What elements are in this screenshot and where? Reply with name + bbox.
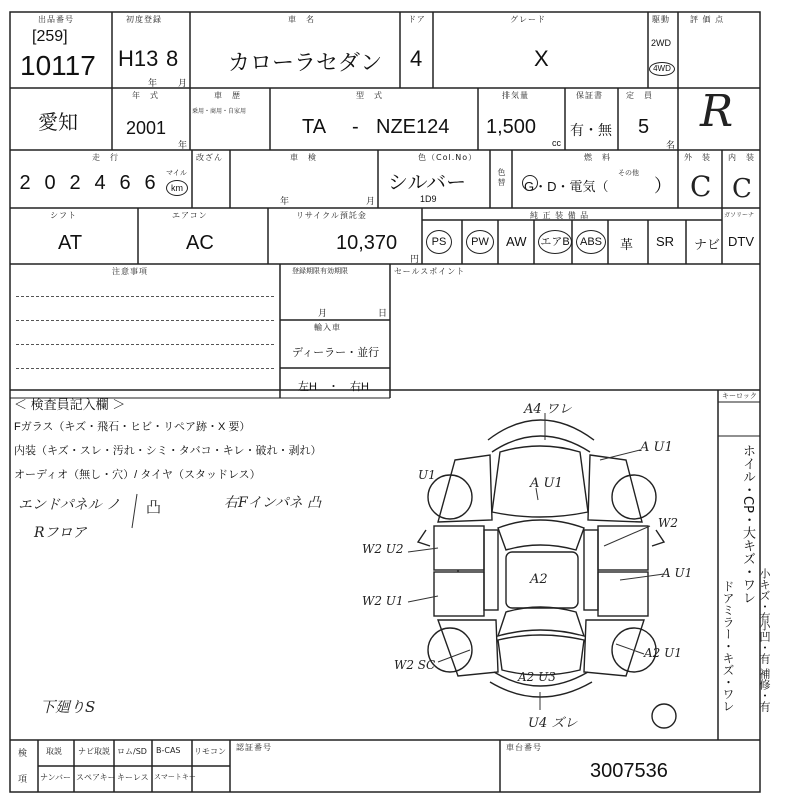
model-name-label: 車 名 <box>288 15 315 24</box>
footer-item-label: 項 <box>18 775 29 785</box>
shift: AT <box>58 232 83 254</box>
region: 愛知 <box>38 112 78 134</box>
inspection-label: 車 検 <box>290 153 317 162</box>
mileage-unit-circled: km <box>166 180 188 196</box>
right-col-2: ドアミラー・キズ・ワレ <box>721 580 735 712</box>
mark-front-right: A U1 <box>640 440 673 455</box>
type-code: NZE124 <box>376 116 450 138</box>
model-year: 2001 <box>126 118 167 138</box>
aircon: AC <box>186 232 214 254</box>
fuel-close: ） <box>654 176 672 196</box>
caution-label: 注意事項 <box>112 267 148 276</box>
mileage-digits <box>14 172 161 195</box>
aircon-label: エアコン <box>172 211 208 220</box>
fuel-other: その他 <box>618 169 639 177</box>
color: シルバー <box>388 172 467 194</box>
first-reg-year-unit: 年 <box>148 78 158 88</box>
equip-airbag: エアB <box>538 230 572 254</box>
mark-right-front-door: W2 <box>658 516 678 530</box>
footer-remocon: リモコン <box>194 747 226 756</box>
interior-label: 内 装 <box>728 153 755 162</box>
drive-2wd: 2WD <box>651 38 671 48</box>
model-year-label: 年 式 <box>132 91 159 100</box>
displacement: 1,500 <box>486 116 537 138</box>
hand-note-4: 下廻りS <box>40 698 96 716</box>
hand-note-3: Rフロア <box>34 525 87 541</box>
inspection-month-unit: 月 <box>366 196 376 206</box>
right-col-5: 補修・有 <box>758 668 771 712</box>
mileage-digit: 2 <box>69 172 81 194</box>
color-change-label: 色替 <box>497 168 506 188</box>
equip-aw: AW <box>506 234 527 249</box>
hand-note-1b: 凸 <box>146 498 162 516</box>
equip-leather: 革 <box>620 237 634 252</box>
mileage-digit: 6 <box>144 172 156 194</box>
drive-4wd-circled: 4WD <box>649 62 675 76</box>
history-label: 車 歴 <box>214 91 241 100</box>
first-reg-month-unit: 月 <box>178 78 188 88</box>
type-label: 型 式 <box>356 91 383 100</box>
equip-sr: SR <box>656 234 675 249</box>
inspector-line2: 内装（キズ・スレ・汚れ・シミ・タバコ・キレ・破れ・剥れ） <box>14 445 322 457</box>
fuel-options: G・D・電気（ <box>524 179 609 194</box>
interior: C <box>732 174 752 204</box>
inspection-year-unit: 年 <box>280 196 290 206</box>
right-col-3: 小キズ・有 <box>758 568 771 623</box>
lot-label: 出品番号 <box>38 15 74 24</box>
right-col-1: ホイル・CP・大キズ・ワレ <box>740 444 755 604</box>
inspector-line1: Fガラス（キズ・飛石・ヒビ・リペア跡・X 要） <box>14 421 251 433</box>
drive-label: 駆動 <box>652 15 670 24</box>
footer-rom: ロム/SD <box>117 747 147 756</box>
equip-dtv: DTV <box>728 234 754 249</box>
mark-hood: A U1 <box>530 476 563 491</box>
inspector-title: ＜ 検査員記入欄 ＞ <box>14 397 126 412</box>
footer-spare: スペアキー <box>76 773 116 782</box>
first-reg-month: 8 <box>166 46 179 71</box>
footer-chassis-label: 車台番号 <box>506 743 542 752</box>
exterior: C <box>690 170 712 203</box>
footer-inspect-label: 検 <box>18 749 29 759</box>
note-line <box>16 344 274 345</box>
mark-front-left: U1 <box>418 468 436 482</box>
import-label: 輸入車 <box>314 323 341 332</box>
mileage-digit: 2 <box>19 172 31 194</box>
mark-right-rear: A2 U1 <box>644 646 682 660</box>
mileage-unit-top: マイル <box>166 169 187 177</box>
mileage-digit: 4 <box>94 172 106 194</box>
model-name: カローラセダン <box>228 50 383 75</box>
capacity: 5 <box>638 116 650 138</box>
footer-navi: ナビ取説 <box>78 747 110 756</box>
footer-smartkey: スマートキー <box>154 773 196 781</box>
lot-number: 10117 <box>20 50 96 81</box>
mark-right-rear-door: A U1 <box>662 566 693 580</box>
color-label: 色（Col.No） <box>418 153 478 162</box>
fuel-label: 燃 料 <box>584 153 611 162</box>
sales-point-label: セールスポイント <box>394 267 466 276</box>
mark-roof: A2 <box>530 572 548 587</box>
reg-deadline-label: 登録期限有効期限 <box>292 267 348 275</box>
gakou-label: ガソリーナ <box>724 212 755 219</box>
footer-manual: 取説 <box>46 747 62 756</box>
shift-label: シフト <box>50 211 77 220</box>
recycle-label: リサイクル預託金 <box>296 211 367 220</box>
fuel-g-circle <box>522 175 538 191</box>
history-sub: 乗用・商用・自家用 <box>192 108 247 115</box>
equip-pw: PW <box>466 230 494 254</box>
equip-navi: ナビ <box>694 237 721 252</box>
mark-left-rear: W2 SC <box>394 658 436 672</box>
type-dash: - <box>352 116 359 138</box>
equipment-label: 純 正 装 備 品 <box>530 211 590 220</box>
hand-note-2: 右Fインパネ 凸 <box>224 495 322 511</box>
reg-month-unit: 月 <box>318 308 328 318</box>
note-line <box>16 320 274 321</box>
right-col-4: 小凹・有 <box>758 620 771 664</box>
score-label: 評 価 点 <box>690 15 725 24</box>
warranty: 有・無 <box>570 122 612 138</box>
grade: X <box>534 46 549 71</box>
cc-unit: cc <box>552 138 561 148</box>
first-reg-era: H13 <box>118 46 159 71</box>
mark-trunk: A2 U3 <box>518 670 556 684</box>
footer-bcas: B-CAS <box>156 746 181 755</box>
footer-keyless: キーレス <box>117 773 149 782</box>
note-line <box>16 368 274 369</box>
displacement-label: 排気量 <box>502 91 529 100</box>
score: R <box>700 86 734 137</box>
keylock-label: キーロック <box>722 392 757 400</box>
footer-auth-label: 認証番号 <box>236 743 272 752</box>
mileage-digit: 0 <box>44 172 56 194</box>
note-line <box>16 296 274 297</box>
grade-label: グレード <box>510 15 546 24</box>
equip-ps: PS <box>426 230 452 254</box>
capacity-unit: 名 <box>666 140 676 150</box>
capacity-label: 定 員 <box>626 91 653 100</box>
type-prefix: TA <box>302 116 327 138</box>
mileage-label: 走 行 <box>92 153 119 162</box>
mileage-digit: 6 <box>119 172 131 194</box>
reg-day-unit: 日 <box>378 308 388 318</box>
recycle: 10,370 <box>336 232 398 254</box>
mark-rear-bumper: U4 ズレ <box>528 716 578 731</box>
lot-sub: [259] <box>32 28 68 45</box>
inspector-line3: オーディオ（無し・穴）/ タイヤ（スタッドレス） <box>14 469 261 481</box>
footer-number: ナンバー <box>40 773 72 782</box>
first-reg-label: 初度登録 <box>126 15 162 24</box>
mark-front-bumper: A4 ワレ <box>524 402 572 417</box>
doors-label: ドア <box>408 15 426 24</box>
exterior-label: 外 装 <box>684 153 711 162</box>
equip-abs: ABS <box>576 230 606 254</box>
mark-left-rear-door: W2 U1 <box>362 594 404 608</box>
fuel-change-label: 改ざん <box>196 153 223 162</box>
warranty-label: 保証書 <box>576 91 603 100</box>
model-year-unit: 年 <box>178 140 188 150</box>
steering: 左H ・ 右H <box>298 381 369 393</box>
chassis-number: 3007536 <box>590 760 668 782</box>
color-code: 1D9 <box>420 194 437 204</box>
yen-unit: 円 <box>410 254 420 264</box>
doors: 4 <box>410 46 423 71</box>
mark-left-front-door: W2 U2 <box>362 542 404 556</box>
dealer: ディーラー・並行 <box>292 347 380 359</box>
hand-note-1: エンドパネル ノ <box>18 497 121 513</box>
